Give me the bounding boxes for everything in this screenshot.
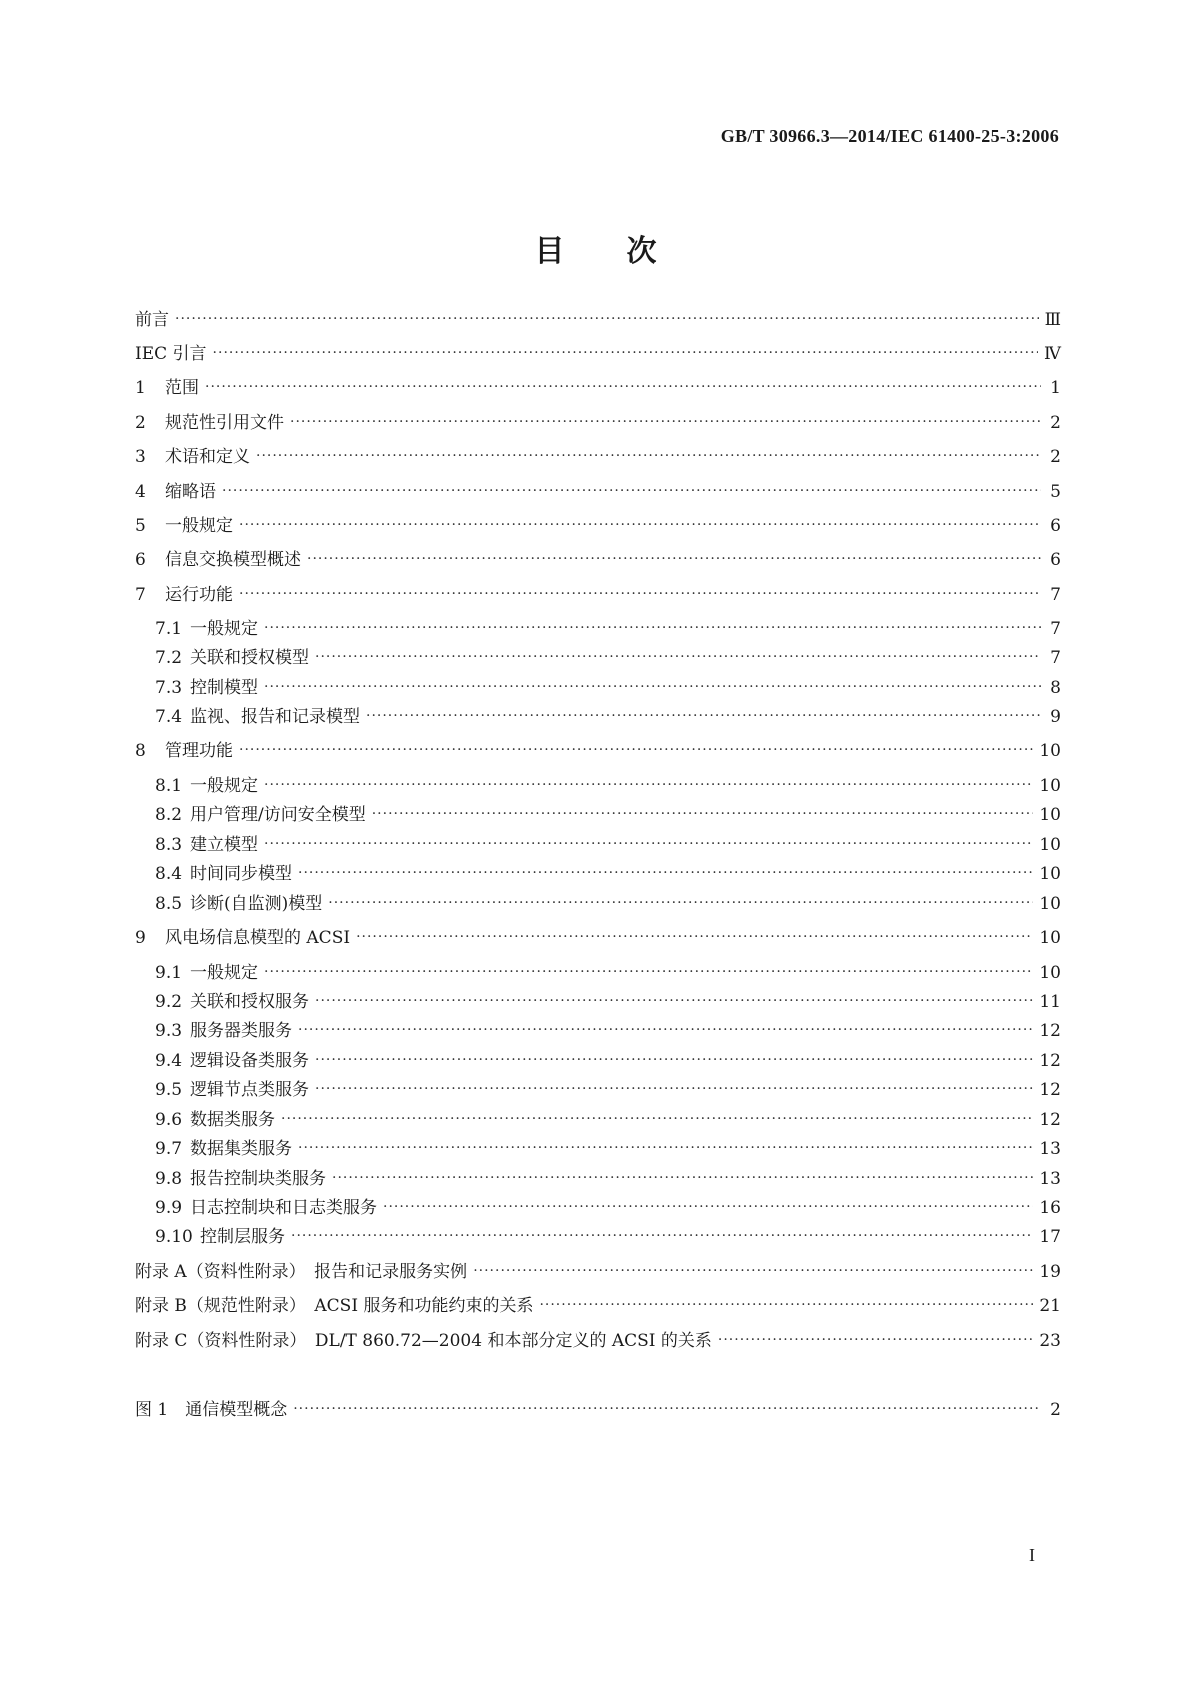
- toc-entry[interactable]: [155, 1225, 1061, 1249]
- toc-dot-leader: [315, 990, 1033, 1014]
- toc-entry-number: 4: [135, 482, 146, 502]
- toc-entry-page: 10: [1039, 928, 1061, 948]
- toc-entry-page: 7: [1050, 648, 1061, 668]
- toc-dot-leader: [332, 1167, 1033, 1191]
- toc-entry-title: 前言: [135, 310, 169, 330]
- toc-entry-number: 9.2: [155, 992, 183, 1012]
- toc-entry[interactable]: [135, 308, 1061, 332]
- toc-dot-leader: [290, 411, 1041, 435]
- toc-dot-leader: [298, 1019, 1033, 1043]
- toc-entry-number: 9.3: [155, 1021, 183, 1041]
- toc-dot-leader: [366, 705, 1041, 729]
- toc-entry-title: 附录 B（规范性附录） ACSI 服务和功能约束的关系: [135, 1296, 534, 1316]
- toc-entry[interactable]: [135, 480, 1061, 504]
- toc-entry[interactable]: [135, 411, 1061, 435]
- toc-entry-page: 12: [1039, 1080, 1061, 1100]
- toc-entry-page: 13: [1039, 1169, 1061, 1189]
- toc-entry[interactable]: [155, 1108, 1061, 1132]
- toc-entry-title: 运行功能: [165, 585, 233, 605]
- toc-entry-title: 附录 C（资料性附录） DL/T 860.72—2004 和本部分定义的 ACSI 的关系: [135, 1331, 712, 1351]
- toc-entry-title: 关联和授权模型: [190, 648, 309, 668]
- toc-entry-title: 监视、报告和记录模型: [190, 707, 360, 727]
- toc-entry-title: 逻辑节点类服务: [190, 1080, 309, 1100]
- toc-entry-number: 7.1: [155, 619, 183, 639]
- toc-dot-leader: [281, 1108, 1033, 1132]
- toc-entry[interactable]: [135, 583, 1061, 607]
- toc-entry[interactable]: [155, 833, 1061, 857]
- toc-entry[interactable]: [155, 1078, 1061, 1102]
- toc-entry[interactable]: [155, 803, 1061, 827]
- toc-dot-leader: [264, 833, 1033, 857]
- toc-entry-title: 一般规定: [190, 963, 258, 983]
- toc-entry-page: Ⅲ: [1044, 310, 1061, 330]
- toc-entry-page: 7: [1050, 585, 1061, 605]
- toc-entry-number: 8.2: [155, 805, 183, 825]
- toc-entry-title: 数据类服务: [190, 1110, 275, 1130]
- toc-entry-page: 9: [1050, 707, 1061, 727]
- toc-entry-page: 5: [1050, 482, 1061, 502]
- toc-entry-title: 关联和授权服务: [190, 992, 309, 1012]
- toc-entry[interactable]: [155, 1167, 1061, 1191]
- toc-entry-page: 10: [1039, 894, 1061, 914]
- toc-entry[interactable]: [135, 514, 1061, 538]
- toc-entry-page: 2: [1050, 1400, 1061, 1420]
- toc-entry-number: 1: [135, 378, 146, 398]
- toc-entry-number: 8.5: [155, 894, 183, 914]
- toc-dot-leader: [239, 514, 1041, 538]
- toc-entry[interactable]: [155, 1196, 1061, 1220]
- toc-entry-title: 逻辑设备类服务: [190, 1051, 309, 1071]
- toc-entry-number: 9.7: [155, 1139, 183, 1159]
- toc-entry-title: 术语和定义: [165, 447, 250, 467]
- toc-entry-page: 10: [1039, 741, 1061, 761]
- toc-entry-page: 1: [1050, 378, 1061, 398]
- toc-entry-number: 7.4: [155, 707, 183, 727]
- toc-entry-page: 10: [1039, 805, 1061, 825]
- toc-entry-title: 控制层服务: [200, 1227, 285, 1247]
- toc-entry-number: 6: [135, 550, 146, 570]
- toc-entry[interactable]: [155, 617, 1061, 641]
- toc-entry-page: 12: [1039, 1110, 1061, 1130]
- toc-entry-title: IEC 引言: [135, 344, 207, 364]
- toc-dot-leader: [256, 445, 1041, 469]
- toc-dot-leader: [298, 862, 1033, 886]
- toc-dot-leader: [383, 1196, 1033, 1220]
- toc-entry-page: 8: [1050, 678, 1061, 698]
- toc-entry-number: 9.9: [155, 1198, 183, 1218]
- toc-entry-number: 3: [135, 447, 146, 467]
- toc-entry-page: 10: [1039, 864, 1061, 884]
- toc-entry[interactable]: [135, 1294, 1061, 1318]
- toc-entry[interactable]: [135, 548, 1061, 572]
- toc-entry-number: 9.1: [155, 963, 183, 983]
- toc-entry[interactable]: [135, 342, 1061, 366]
- toc-entry-title: 信息交换模型概述: [165, 550, 301, 570]
- toc-entry[interactable]: [155, 990, 1061, 1014]
- toc-entry-title: 附录 A（资料性附录） 报告和记录服务实例: [135, 1262, 468, 1282]
- toc-entry-title: 缩略语: [165, 482, 216, 502]
- toc-entry-title: 一般规定: [190, 619, 258, 639]
- toc-entry-title: 一般规定: [190, 776, 258, 796]
- toc-dot-leader: [264, 774, 1033, 798]
- toc-entry-page: 7: [1050, 619, 1061, 639]
- toc-dot-leader: [372, 803, 1034, 827]
- toc-entry-title: 数据集类服务: [190, 1139, 292, 1159]
- toc-entry-number: 9.5: [155, 1080, 183, 1100]
- toc-dot-leader: [315, 646, 1041, 670]
- toc-entry-number: 9.4: [155, 1051, 183, 1071]
- toc-entry[interactable]: [155, 1019, 1061, 1043]
- toc-entry-page: 10: [1039, 835, 1061, 855]
- toc-entry-title: 报告控制块类服务: [190, 1169, 326, 1189]
- toc-entry[interactable]: [155, 1049, 1061, 1073]
- toc-entry[interactable]: [155, 774, 1061, 798]
- toc-entry-title: 服务器类服务: [190, 1021, 292, 1041]
- toc-entry-page: 13: [1039, 1139, 1061, 1159]
- toc-entry[interactable]: [155, 862, 1061, 886]
- toc-entry-page: 12: [1039, 1021, 1061, 1041]
- toc-entry-page: 6: [1050, 516, 1061, 536]
- toc-entry-title: 风电场信息模型的 ACSI: [165, 928, 351, 948]
- toc-dot-leader: [293, 1398, 1041, 1422]
- toc-dot-leader: [473, 1260, 1033, 1284]
- toc-entry-page: Ⅳ: [1044, 344, 1061, 364]
- toc-entry-page: 12: [1039, 1051, 1061, 1071]
- toc-entry[interactable]: [135, 926, 1061, 950]
- toc-entry-number: 7.3: [155, 678, 183, 698]
- page-title: 目次: [534, 234, 719, 269]
- toc-dot-leader: [264, 961, 1033, 985]
- toc-entry-page: 10: [1039, 776, 1061, 796]
- toc-entry-page: 19: [1039, 1262, 1061, 1282]
- toc-entry-page: 16: [1039, 1198, 1061, 1218]
- toc-entry-title: 时间同步模型: [190, 864, 292, 884]
- toc-entry-title: 控制模型: [190, 678, 258, 698]
- toc-entry-number: 5: [135, 516, 146, 536]
- toc-entry-title: 诊断(自监测)模型: [190, 894, 323, 914]
- toc-entry-page: 6: [1050, 550, 1061, 570]
- toc-dot-leader: [328, 892, 1033, 916]
- toc-entry-number: 8.1: [155, 776, 183, 796]
- toc-entry-page: 10: [1039, 963, 1061, 983]
- toc-entry-page: 2: [1050, 447, 1061, 467]
- toc-dot-leader: [205, 376, 1041, 400]
- toc-dot-leader: [298, 1137, 1033, 1161]
- toc-entry-page: 2: [1050, 413, 1061, 433]
- toc-entry[interactable]: [155, 1137, 1061, 1161]
- toc-entry-number: 8: [135, 741, 146, 761]
- toc-entry[interactable]: [135, 445, 1061, 469]
- toc-dot-leader: [264, 617, 1041, 641]
- toc-entry-page: 11: [1039, 992, 1061, 1012]
- toc-entry[interactable]: [155, 705, 1061, 729]
- toc-dot-leader: [239, 739, 1033, 763]
- toc-dot-leader: [315, 1049, 1033, 1073]
- toc-entry[interactable]: [155, 676, 1061, 700]
- toc-entry-number: 8.3: [155, 835, 183, 855]
- toc-entry-page: 17: [1039, 1227, 1061, 1247]
- toc-entry-number: 2: [135, 413, 146, 433]
- toc-entry[interactable]: [135, 1398, 1061, 1422]
- toc-entry-title: 图 1 通信模型概念: [135, 1400, 288, 1420]
- toc-entry-page: 23: [1039, 1331, 1061, 1351]
- toc-entry-title: 日志控制块和日志类服务: [190, 1198, 377, 1218]
- toc-entry-title: 一般规定: [165, 516, 233, 536]
- toc-dot-leader: [315, 1078, 1033, 1102]
- toc-entry-number: 9.6: [155, 1110, 183, 1130]
- toc-dot-leader: [175, 308, 1039, 332]
- toc-entry-title: 用户管理/访问安全模型: [190, 805, 366, 825]
- toc-entry-title: 范围: [165, 378, 199, 398]
- toc-dot-leader: [239, 583, 1041, 607]
- toc-entry-number: 7.2: [155, 648, 183, 668]
- toc-entry-title: 建立模型: [190, 835, 258, 855]
- toc-dot-leader: [213, 342, 1038, 366]
- toc-entry-number: 8.4: [155, 864, 183, 884]
- toc-entry-title: 规范性引用文件: [165, 413, 284, 433]
- toc-dot-leader: [291, 1225, 1033, 1249]
- toc-entry-number: 9.8: [155, 1169, 183, 1189]
- toc-entry[interactable]: [135, 1260, 1061, 1284]
- toc-entry-page: 21: [1039, 1296, 1061, 1316]
- toc-entry[interactable]: [155, 961, 1061, 985]
- page-number: I: [1029, 1545, 1035, 1565]
- toc-entry-number: 9.10: [155, 1227, 193, 1247]
- toc-entry[interactable]: [135, 376, 1061, 400]
- toc-dot-leader: [264, 676, 1041, 700]
- toc-entry-number: 9: [135, 928, 146, 948]
- toc-entry-number: 7: [135, 585, 146, 605]
- toc-dot-leader: [356, 926, 1033, 950]
- toc-dot-leader: [307, 548, 1041, 572]
- toc-entry-title: 管理功能: [165, 741, 233, 761]
- toc-entry[interactable]: [155, 646, 1061, 670]
- standard-code-header: GB/T 30966.3—2014/IEC 61400-25-3:2006: [720, 126, 1059, 146]
- toc-dot-leader: [539, 1294, 1033, 1318]
- toc-entry[interactable]: [135, 739, 1061, 763]
- toc-entry[interactable]: [135, 1329, 1061, 1353]
- toc-dot-leader: [718, 1329, 1033, 1353]
- toc-dot-leader: [222, 480, 1041, 504]
- toc-entry[interactable]: [155, 892, 1061, 916]
